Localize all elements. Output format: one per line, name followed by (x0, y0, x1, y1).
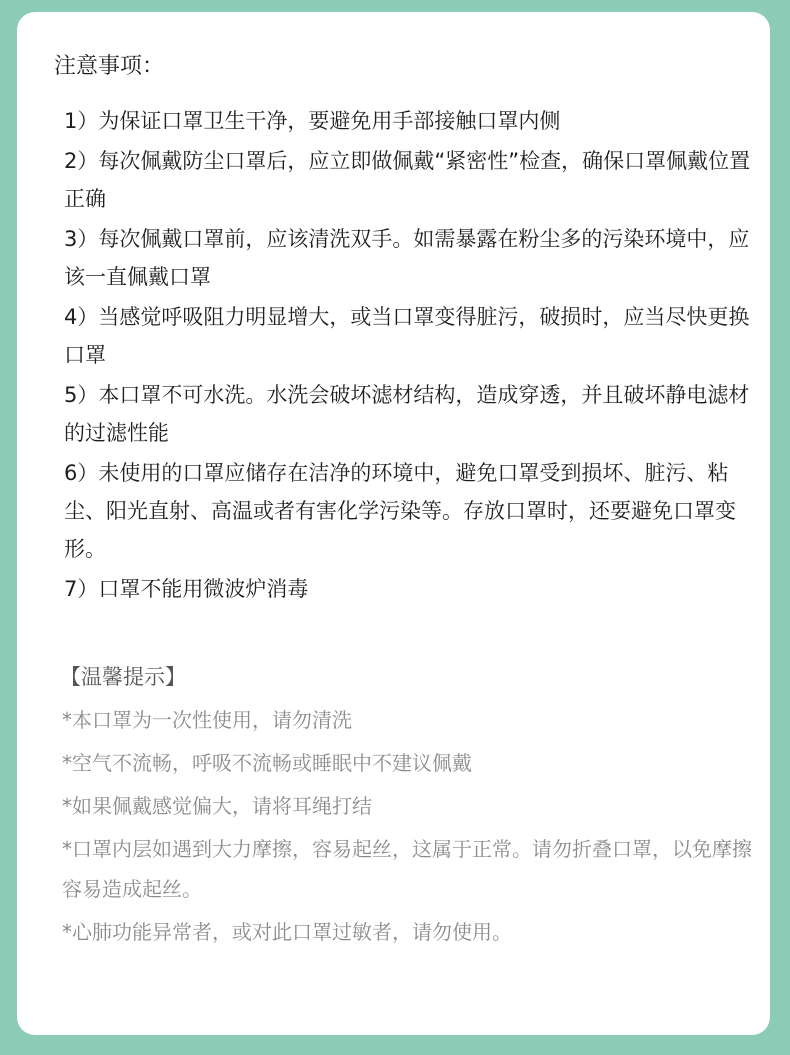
tip-item-5: *心肺功能异常者，或对此口罩过敏者，请勿使用。 (62, 920, 512, 944)
notice-item-2: 2）每次佩戴防尘口罩后，应立即做佩戴“紧密性”检查，确保口罩佩戴位置正确 (64, 149, 751, 211)
notice-item-7: 7）口罩不能用微波炉消毒 (64, 577, 309, 601)
notice-item-5: 5）本口罩不可水洗。水洗会破坏滤材结构，造成穿透，并且破坏静电滤材的过滤性能 (64, 383, 750, 445)
tip-item-2: *空气不流畅，呼吸不流畅或睡眠中不建议佩戴 (62, 751, 472, 775)
tips-list (62, 700, 752, 955)
notice-item-6: 6）未使用的口罩应储存在洁净的环境中，避免口罩受到损坏、脏污、粘尘、阳光直射、高温或者有害化学污染等。存放口罩时，还要避免口罩变形。 (64, 461, 736, 561)
tip-item-4: *口罩内层如遇到大力摩擦，容易起丝，这属于正常。请勿折叠口罩，以免摩擦容易造成起丝。 (62, 837, 752, 901)
notice-list (64, 102, 754, 610)
content-card (17, 12, 770, 1035)
tip-item-3: *如果佩戴感觉偏大，请将耳绳打结 (62, 794, 372, 818)
page-title: 注意事项： (54, 54, 165, 79)
tip-item-1: *本口罩为一次性使用，请勿清洗 (62, 708, 352, 732)
tips-heading: 【温馨提示】 (60, 665, 186, 689)
notice-item-3: 3）每次佩戴口罩前，应该清洗双手。如需暴露在粉尘多的污染环境中，应该一直佩戴口罩 (64, 227, 750, 289)
notice-item-4: 4）当感觉呼吸阻力明显增大，或当口罩变得脏污，破损时，应当尽快更换口罩 (64, 305, 750, 367)
notice-item-1: 1）为保证口罩卫生干净，要避免用手部接触口罩内侧 (64, 109, 561, 133)
